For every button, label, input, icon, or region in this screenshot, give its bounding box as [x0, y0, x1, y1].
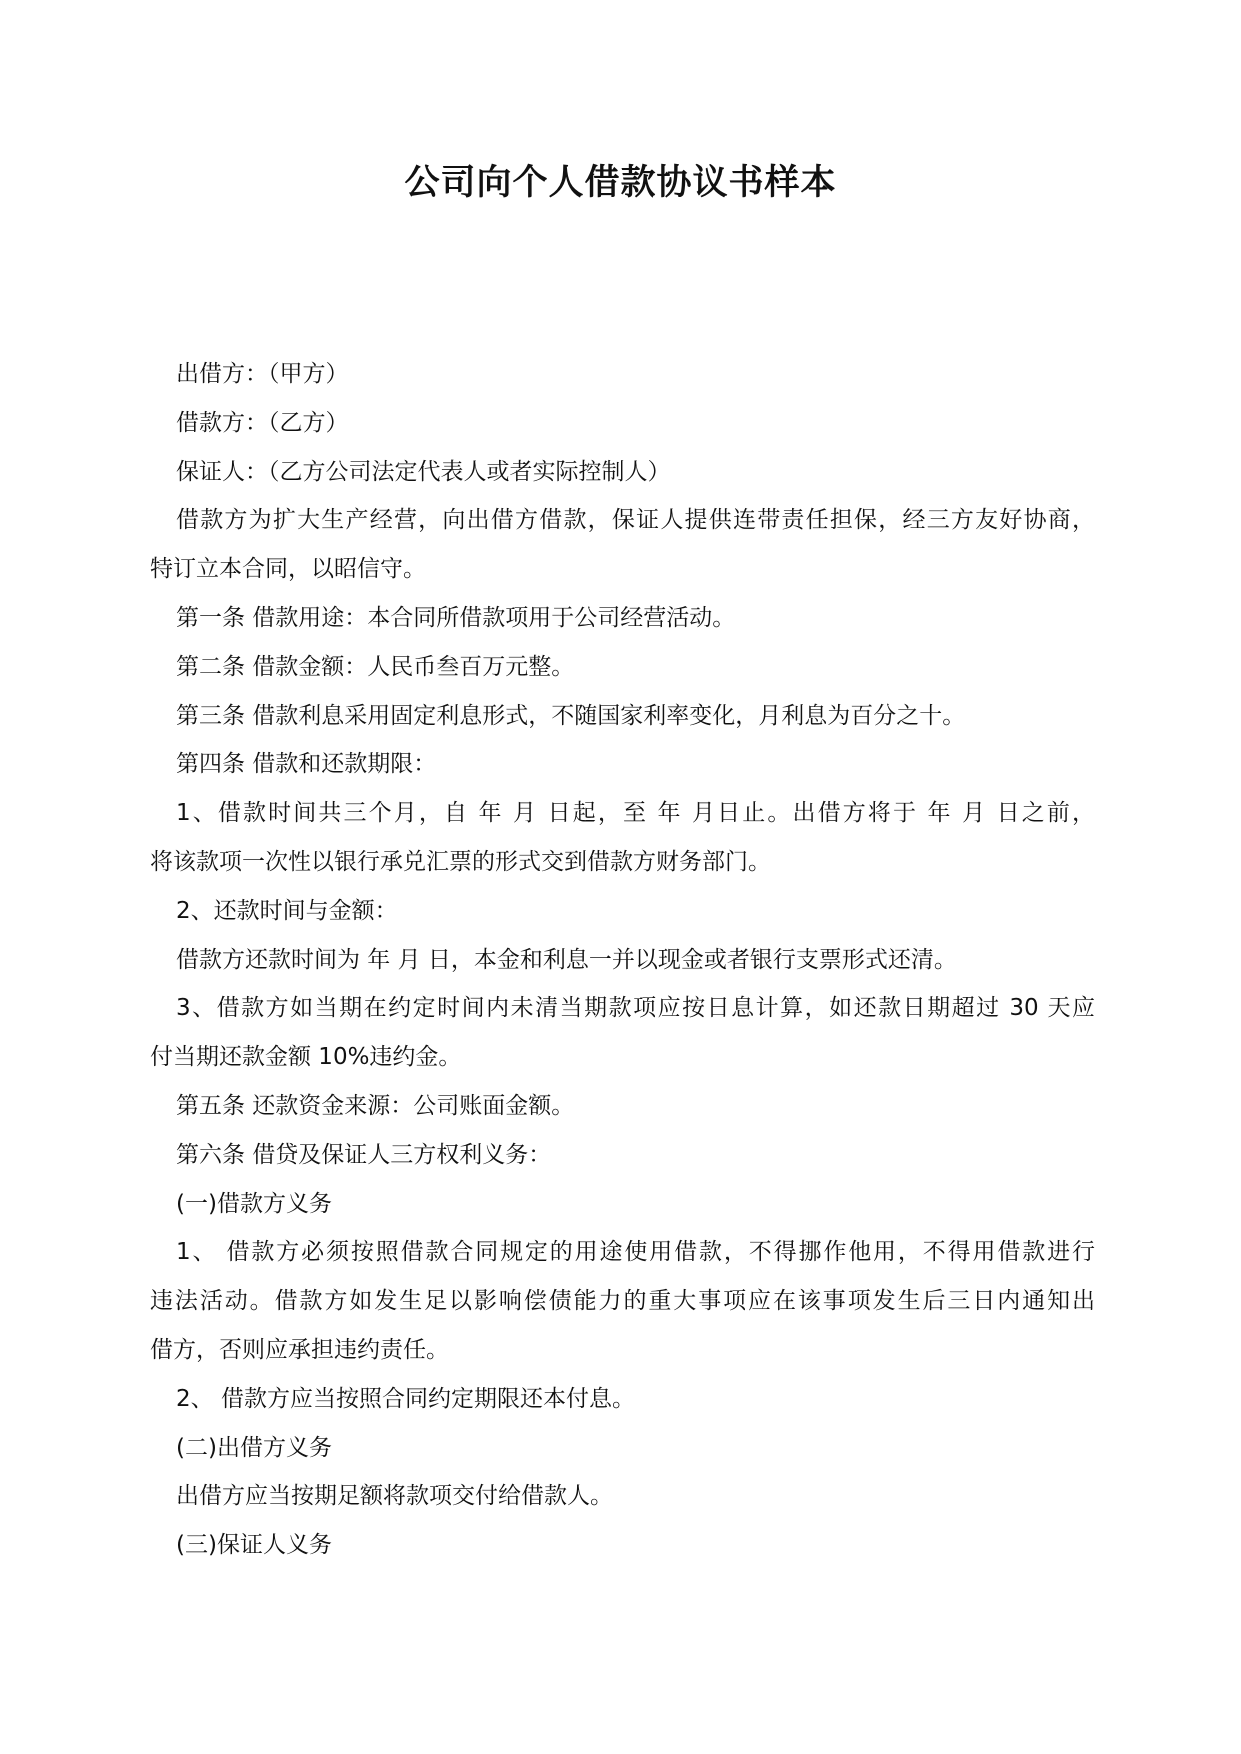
document-body — [150, 350, 1095, 1570]
text-line: 2、 借款方应当按照合同约定期限还本付息。 — [176, 1385, 635, 1412]
text-line: (一)借款方义务 — [176, 1190, 332, 1217]
text-line: 违法活动。借款方如发生足以影响偿债能力的重大事项应在该事项发生后三日内通知出 — [150, 1288, 1095, 1315]
text-line: 借方，否则应承担违约责任。 — [150, 1336, 449, 1363]
text-line: 借款方还款时间为 年 月 日，本金和利息一并以现金或者银行支票形式还清。 — [176, 946, 957, 973]
text-line: 借款方：（乙方） — [176, 409, 349, 436]
text-line: 第一条 借款用途：本合同所借款项用于公司经营活动。 — [176, 604, 736, 631]
text-line: 1、 借款方必须按照借款合同规定的用途使用借款，不得挪作他用，不得用借款进行 — [176, 1239, 1095, 1266]
document-title: 公司向个人借款协议书样本 — [404, 163, 837, 203]
text-line: 3、借款方如当期在约定时间内未清当期款项应按日息计算，如还款日期超过 30 天应 — [176, 995, 1095, 1022]
text-line: 将该款项一次性以银行承兑汇票的形式交到借款方财务部门。 — [150, 848, 771, 875]
text-line: 1、借款时间共三个月，自 年 月 日起，至 年 月日止。出借方将于 年 月 日之前， — [176, 800, 1095, 827]
text-line: 2、还款时间与金额： — [176, 897, 398, 924]
text-line: 出借方应当按期足额将款项交付给借款人。 — [176, 1483, 613, 1510]
text-line: 第二条 借款金额：人民币叁百万元整。 — [176, 653, 575, 680]
text-line: (三)保证人义务 — [176, 1532, 332, 1559]
text-line: 借款方为扩大生产经营，向出借方借款，保证人提供连带责任担保，经三方友好协商， — [176, 507, 1095, 534]
text-line: 第四条 借款和还款期限： — [176, 751, 437, 778]
text-line: 付当期还款金额 10%违约金。 — [150, 1044, 462, 1071]
text-line: 特订立本合同，以昭信守。 — [150, 556, 426, 583]
text-line: 第六条 借贷及保证人三方权利义务： — [176, 1141, 552, 1168]
text-line: (二)出借方义务 — [176, 1434, 332, 1461]
text-line: 第三条 借款利息采用固定利息形式，不随国家利率变化，月利息为百分之十。 — [176, 702, 966, 729]
text-line: 出借方：（甲方） — [176, 361, 349, 387]
text-line: 保证人：（乙方公司法定代表人或者实际控制人） — [176, 458, 671, 485]
text-line: 第五条 还款资金来源：公司账面金额。 — [176, 1092, 575, 1119]
